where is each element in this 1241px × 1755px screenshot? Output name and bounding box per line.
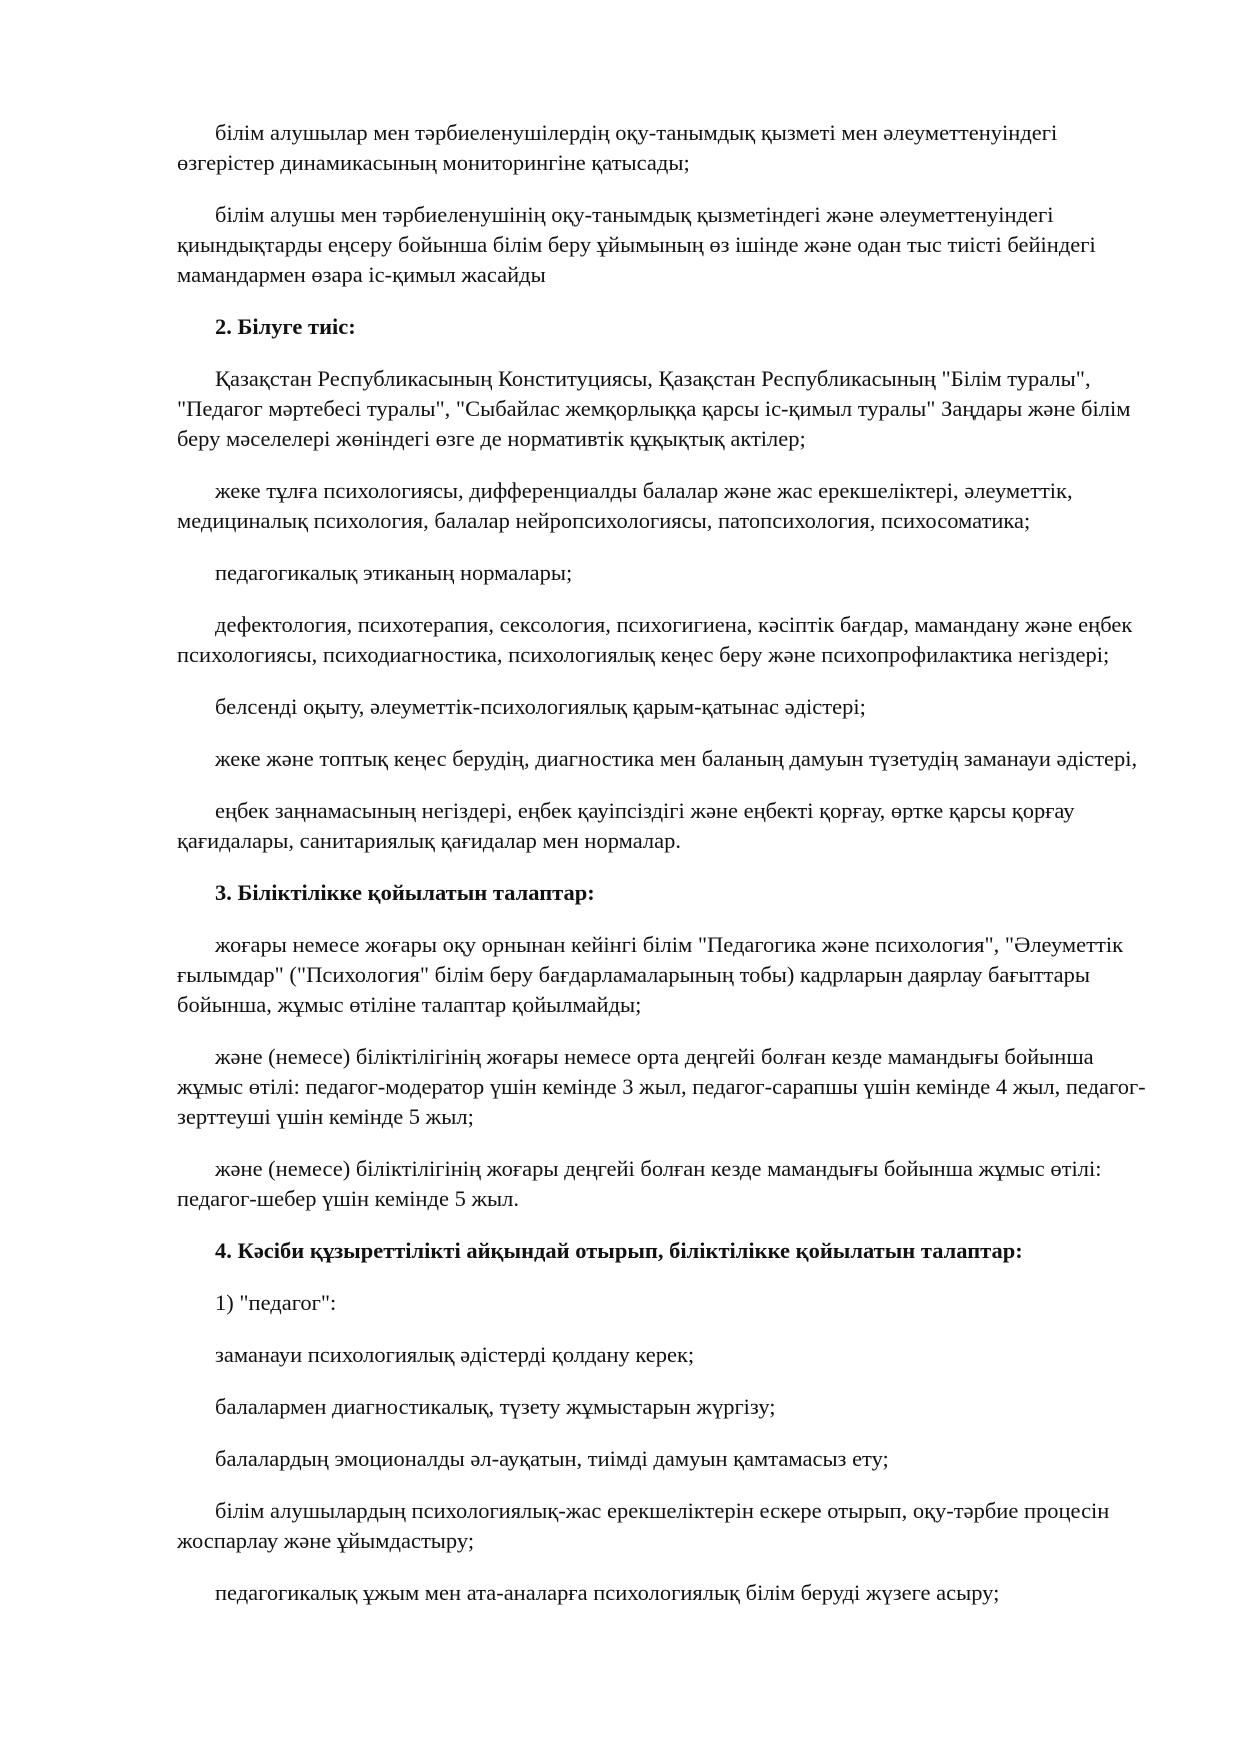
paragraph-modern-methods: заманауи психологиялық әдістерді қолдану керек;	[215, 1342, 695, 1367]
paragraph-defectology: дефектология, психотерапия, сексология, психогигиена, кәсіптік бағдар, мамандану және еңбек психологиясы, психодиагностика, психологиялық кеңес беру және психопрофилактика негіздері;	[177, 612, 1133, 667]
section-heading-qualification: 3. Біліктілікке қойылатын талаптар:	[215, 880, 595, 905]
paragraph-diagnostic-work: балалармен диагностикалық, түзету жұмыстарын жүргізу;	[215, 1394, 776, 1419]
document-body	[177, 118, 1157, 1630]
paragraph-monitoring: білім алушылар мен тәрбиеленушілердің оқу-танымдық қызметі мен әлеуметтенуіндегі өзгерістер динамикасының мониторингіне қатысады;	[177, 120, 1058, 175]
paragraph-master-experience: және (немесе) біліктілігінің жоғары деңгейі болған кезде мамандығы бойынша жұмыс өтілі: педагог-шебер үшін кемінде 5 жыл.	[177, 1156, 1102, 1211]
paragraph-higher-education: жоғары немесе жоғары оқу орнынан кейінгі білім "Педагогика және психология", "Әлеуметтік ғылымдар" ("Психология" білім беру бағдарламаларының тобы) кадрларын даярлау бағыттары бойынша, жұмыс өтіліне талаптар қойылмайды;	[177, 932, 1124, 1017]
section-heading-must-know: 2. Білуге тиіс:	[215, 314, 356, 339]
paragraph-parent-education: педагогикалық ұжым мен ата-аналарға психологиялық білім беруді жүзеге асыру;	[215, 1580, 1000, 1605]
paragraph-counseling-methods: жеке және топтық кеңес берудің, диагностика мен баланың дамуын түзетудің заманауи әдістері,	[215, 746, 1138, 771]
section-heading-competence: 4. Кәсіби құзыреттілікті айқындай отырып, біліктілікке қойылатын талаптар:	[215, 1238, 1023, 1263]
paragraph-ethics: педагогикалық этиканың нормалары;	[215, 560, 573, 585]
paragraph-constitution: Қазақстан Республикасының Конституциясы, Қазақстан Республикасының "Білім туралы", "Педагог мәртебесі туралы", "Сыбайлас жемқорлыққа қарсы іс-қимыл туралы" Заңдары және білім беру мәселелері жөніндегі өзге де нормативтік құқықтық актілер;	[177, 366, 1131, 451]
paragraph-work-experience: және (немесе) біліктілігінің жоғары немесе орта деңгейі болған кезде мамандығы бойынша жұмыс өтілі: педагог-модератор үшін кемінде 3 жыл, педагог-сарапшы үшін кемінде 4 жыл, педагог-зерттеуші үшін кемінде 5 жыл;	[177, 1044, 1146, 1129]
paragraph-planning: білім алушылардың психологиялық-жас ерекшеліктерін ескере отырып, оқу-тәрбие процесін жоспарлау және ұйымдастыру;	[177, 1498, 1110, 1553]
paragraph-interaction: білім алушы мен тәрбиеленушінің оқу-танымдық қызметіндегі және әлеуметтенуіндегі қиындықтарды еңсеру бойынша білім беру ұйымының өз ішінде және одан тыс тиісті бейіндегі мамандармен өзара іс-қимыл жасайды	[177, 202, 1096, 287]
paragraph-teacher-level: 1) "педагог":	[215, 1290, 337, 1315]
paragraph-wellbeing: балалардың эмоционалды әл-ауқатын, тиімді дамуын қамтамасыз ету;	[215, 1446, 889, 1471]
paragraph-labor-law: еңбек заңнамасының негіздері, еңбек қауіпсіздігі және еңбекті қорғау, өртке қарсы қорғау қағидалары, санитариялық қағидалар мен нормалар.	[177, 798, 1075, 853]
paragraph-psychology-fields: жеке тұлға психологиясы, дифференциалды балалар және жас ерекшеліктері, әлеуметтік, медициналық психология, балалар нейропсихологиясы, патопсихология, психосоматика;	[177, 478, 1073, 533]
paragraph-active-learning: белсенді оқыту, әлеуметтік-психологиялық қарым-қатынас әдістері;	[215, 694, 866, 719]
